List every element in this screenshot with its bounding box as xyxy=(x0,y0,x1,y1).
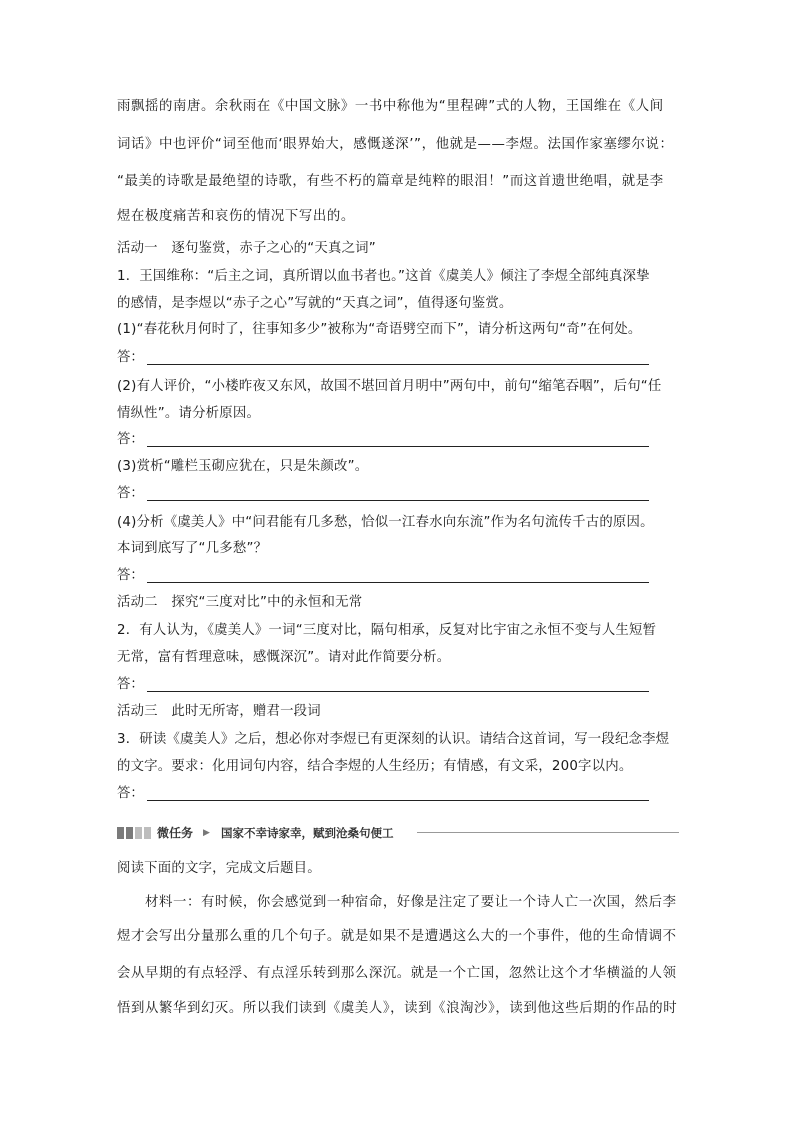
triangle-right-icon: ▶ xyxy=(203,828,210,838)
subquestion-4-line-2: 本词到底写了“几多愁”？ xyxy=(117,541,268,556)
answer-line[interactable] xyxy=(147,364,649,365)
answer-label: 答： xyxy=(117,486,144,501)
question-2-line-1: 2．有人认为，《虞美人》一词“三度对比，隔句相承，反复对比宇宙之永恒不变与人生短暂 xyxy=(117,623,657,638)
answer-line[interactable] xyxy=(147,800,649,801)
document-page xyxy=(117,0,679,1123)
answer-line[interactable] xyxy=(147,500,649,501)
answer-row-5[interactable] xyxy=(117,676,679,694)
banner-divider xyxy=(417,832,679,833)
answer-label: 答： xyxy=(117,568,144,583)
intro-line-1: 雨飘摇的南唐。余秋雨在《中国文脉》一书中称他为“里程碑”式的人物，王国维在《人间 xyxy=(117,99,664,114)
question-3-line-2: 的文字。要求：化用词句内容，结合李煜的人生经历；有情感，有文采，200字以内。 xyxy=(117,759,633,774)
answer-row-4[interactable] xyxy=(117,567,679,585)
activity-1-heading: 活动一 逐句鉴赏，赤子之心的“天真之词” xyxy=(117,241,376,256)
answer-line[interactable] xyxy=(147,582,649,583)
answer-label: 答： xyxy=(117,677,144,692)
answer-label: 答： xyxy=(117,786,144,801)
answer-row-3[interactable] xyxy=(117,485,679,503)
bars-icon xyxy=(117,827,153,839)
activity-2-heading: 活动二 探究“三度对比”中的永恒和无常 xyxy=(117,595,363,610)
subquestion-2-line-1: (2)有人评价，“小楼昨夜又东风，故国不堪回首月明中”两句中，前句“缩笔吞咽”，后句“任 xyxy=(117,379,662,394)
material-1-line-1: 材料一：有时候，你会感觉到一种宿命，好像是注定了要让一个诗人亡一次国，然后李 xyxy=(117,895,677,910)
question-2-line-2: 无常，富有哲理意味，感慨深沉”。请对此作简要分析。 xyxy=(117,650,451,665)
answer-row-1[interactable] xyxy=(117,349,679,367)
reading-instruction: 阅读下面的文字，完成文后题目。 xyxy=(117,861,321,876)
subquestion-4-line-1: (4)分析《虞美人》中“问君能有几多愁，恰似一江春水向东流”作为名句流传千古的原因。 xyxy=(117,515,654,530)
answer-line[interactable] xyxy=(147,446,649,447)
micro-task-banner xyxy=(117,825,679,841)
answer-label: 答： xyxy=(117,432,144,447)
material-1-line-3: 会从早期的有点轻浮、有点淫乐转到那么深沉。就是一个亡国，忽然让这个才华横溢的人领 xyxy=(117,966,677,981)
answer-row-6[interactable] xyxy=(117,785,679,803)
intro-line-4: 煜在极度痛苦和哀伤的情况下写出的。 xyxy=(117,209,355,224)
intro-line-2: 词话》中也评价“词至他而‘眼界始大，感慨遂深’”，他就是——李煜。法国作家塞缪尔说： xyxy=(117,137,674,152)
intro-line-3: “最美的诗歌是最绝望的诗歌，有些不朽的篇章是纯粹的眼泪！”而这首遗世绝唱，就是李 xyxy=(117,174,664,189)
material-1-line-4: 悟到从繁华到幻灭。所以我们读到《虞美人》，读到《浪淘沙》，读到他这些后期的作品的时 xyxy=(117,1001,678,1016)
activity-3-heading: 活动三 此时无所寄，赠君一段词 xyxy=(117,704,321,719)
answer-line[interactable] xyxy=(147,691,649,692)
question-3-line-1: 3．研读《虞美人》之后，想必你对李煜已有更深刻的认识。请结合这首词，写一段纪念李煜 xyxy=(117,732,670,747)
question-1-line-2: 的感情，是李煜以“赤子之心”写就的“天真之词”，值得逐句鉴赏。 xyxy=(117,296,513,311)
material-1-line-2: 煜才会写出分量那么重的几个句子。就是如果不是遭遇这么大的一个事件，他的生命情调不 xyxy=(117,929,677,944)
answer-label: 答： xyxy=(117,350,144,365)
question-1-line-1: 1．王国维称：“后主之词，真所谓以血书者也。”这首《虞美人》倾注了李煜全部纯真深挚 xyxy=(117,269,650,284)
banner-subtitle: 国家不幸诗家幸，赋到沧桑句便工 xyxy=(221,826,394,840)
banner-title: 微任务 xyxy=(157,826,194,840)
answer-row-2[interactable] xyxy=(117,431,679,449)
subquestion-3: (3)赏析“雕栏玉砌应犹在，只是朱颜改”。 xyxy=(117,459,369,474)
subquestion-1: (1)“春花秋月何时了，往事知多少”被称为“奇语劈空而下”，请分析这两句“奇”在何处。 xyxy=(117,322,642,337)
subquestion-2-line-2: 情纵性”。请分析原因。 xyxy=(117,406,261,421)
